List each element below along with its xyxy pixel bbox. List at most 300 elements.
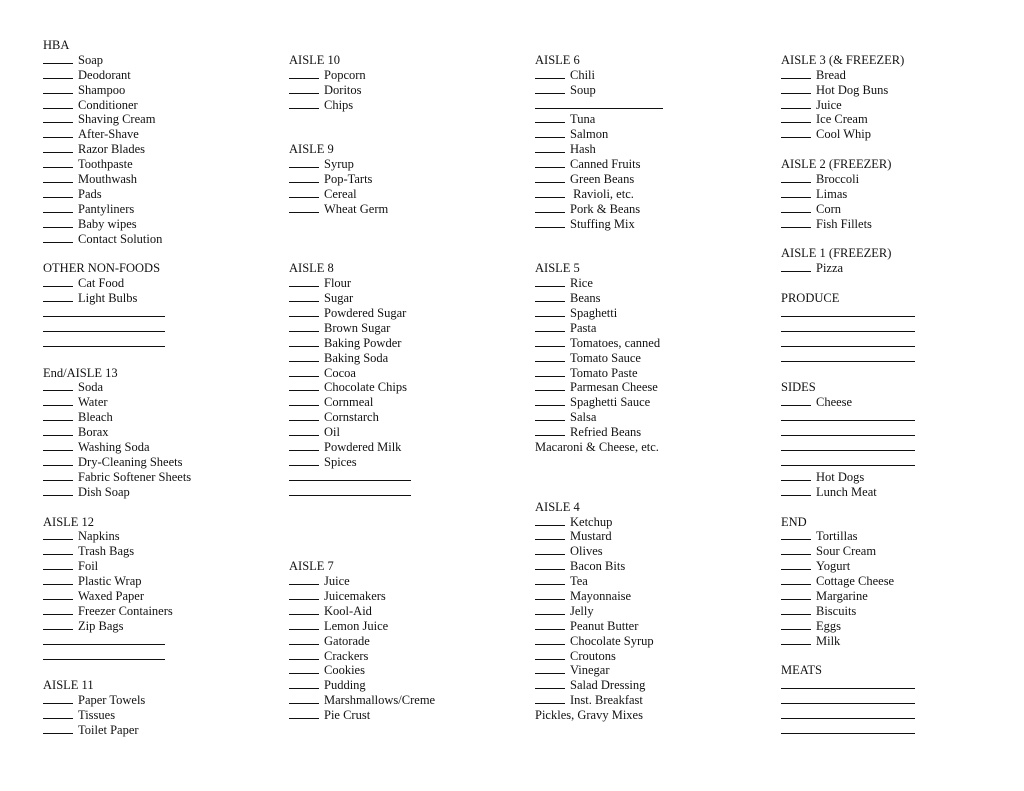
item-label: Beans bbox=[570, 291, 601, 306]
list-item bbox=[43, 470, 283, 485]
item-label: Flour bbox=[324, 276, 352, 291]
list-item bbox=[535, 276, 775, 291]
item-label: Ravioli, etc. bbox=[570, 186, 634, 201]
write-in-line bbox=[43, 634, 283, 649]
item-label: Crackers bbox=[324, 648, 369, 663]
blank-line bbox=[781, 425, 915, 436]
list-item bbox=[43, 574, 283, 589]
item-label: Water bbox=[78, 395, 108, 410]
checkbox-blank bbox=[289, 708, 319, 719]
checkbox-blank bbox=[535, 559, 565, 570]
item-label: Cheese bbox=[816, 395, 853, 410]
item-label: Peanut Butter bbox=[570, 618, 639, 633]
section-heading: End/AISLE 13 bbox=[43, 365, 118, 380]
item-label: Pasta bbox=[570, 320, 597, 335]
item-label: Light Bulbs bbox=[78, 291, 138, 306]
item-label: Tomato Sauce bbox=[570, 350, 641, 365]
list-item bbox=[535, 678, 775, 693]
checkbox-blank bbox=[289, 395, 319, 406]
list-item bbox=[781, 485, 1021, 500]
list-item bbox=[781, 470, 1021, 485]
checkbox-blank bbox=[43, 83, 73, 94]
item-label: Hash bbox=[570, 142, 596, 157]
column-3 bbox=[535, 38, 775, 723]
column-4 bbox=[781, 38, 1021, 738]
item-label: Mayonnaise bbox=[570, 588, 632, 603]
list-item bbox=[289, 440, 529, 455]
item-label: Milk bbox=[816, 633, 841, 648]
list-item bbox=[289, 455, 529, 470]
spacer bbox=[289, 232, 529, 247]
list-item bbox=[43, 232, 283, 247]
section-heading: Macaroni & Cheese, etc. bbox=[535, 440, 659, 455]
list-item bbox=[289, 187, 529, 202]
list-item bbox=[781, 604, 1021, 619]
checkbox-blank bbox=[535, 112, 565, 123]
blank-line bbox=[781, 306, 915, 317]
checkbox-blank bbox=[43, 380, 73, 391]
spacer bbox=[781, 500, 1021, 515]
checkbox-blank bbox=[781, 559, 811, 570]
checkbox-blank bbox=[781, 604, 811, 615]
item-label: Trash Bags bbox=[78, 544, 135, 559]
list-item bbox=[289, 678, 529, 693]
item-label: Kool-Aid bbox=[324, 603, 372, 618]
list-item bbox=[43, 723, 283, 738]
checkbox-blank bbox=[43, 589, 73, 600]
write-in-line bbox=[781, 321, 1021, 336]
blank-line bbox=[781, 336, 915, 347]
item-label: Dry-Cleaning Sheets bbox=[78, 454, 183, 469]
spacer bbox=[289, 500, 529, 515]
item-label: Broccoli bbox=[816, 172, 860, 187]
spacer bbox=[289, 38, 529, 53]
checkbox-blank bbox=[535, 544, 565, 555]
checkbox-blank bbox=[289, 366, 319, 377]
item-label: Biscuits bbox=[816, 603, 857, 618]
item-label: Soup bbox=[570, 82, 596, 97]
item-label: Sour Cream bbox=[816, 544, 877, 559]
checkbox-blank bbox=[535, 336, 565, 347]
item-label: Stuffing Mix bbox=[570, 216, 635, 231]
checkbox-blank bbox=[535, 395, 565, 406]
item-label: Bread bbox=[816, 67, 846, 82]
list-item bbox=[781, 98, 1021, 113]
list-item bbox=[289, 410, 529, 425]
list-item bbox=[43, 202, 283, 217]
item-label: Oil bbox=[324, 425, 340, 440]
item-label: Paper Towels bbox=[78, 693, 146, 708]
list-item bbox=[43, 157, 283, 172]
item-label: Borax bbox=[78, 425, 109, 440]
item-label: Tea bbox=[570, 574, 588, 589]
item-label: Hot Dogs bbox=[816, 469, 865, 484]
checkbox-blank bbox=[43, 425, 73, 436]
checkbox-blank bbox=[535, 663, 565, 674]
item-label: Vinegar bbox=[570, 663, 610, 678]
item-label: Eggs bbox=[816, 618, 841, 633]
checkbox-blank bbox=[781, 202, 811, 213]
item-label: Baking Powder bbox=[324, 335, 402, 350]
checkbox-blank bbox=[535, 291, 565, 302]
checkbox-blank bbox=[43, 217, 73, 228]
blank-line bbox=[781, 693, 915, 704]
item-label: Juice bbox=[816, 97, 842, 112]
column-2 bbox=[289, 38, 529, 723]
list-item bbox=[535, 380, 775, 395]
item-label: Sugar bbox=[324, 291, 354, 306]
list-item bbox=[43, 440, 283, 455]
write-in-line bbox=[43, 336, 283, 351]
checkbox-blank bbox=[535, 187, 565, 198]
item-label: Pudding bbox=[324, 678, 366, 693]
item-label: Fabric Softener Sheets bbox=[78, 469, 192, 484]
item-label: Cereal bbox=[324, 186, 357, 201]
list-item bbox=[535, 321, 775, 336]
list-item bbox=[535, 142, 775, 157]
item-label: Bacon Bits bbox=[570, 559, 626, 574]
list-item bbox=[289, 395, 529, 410]
checkbox-blank bbox=[289, 172, 319, 183]
checkbox-blank bbox=[43, 395, 73, 406]
list-item bbox=[781, 187, 1021, 202]
list-item bbox=[535, 217, 775, 232]
checkbox-blank bbox=[535, 678, 565, 689]
checkbox-blank bbox=[781, 172, 811, 183]
item-label: Chips bbox=[324, 97, 354, 112]
item-label: Cornmeal bbox=[324, 395, 374, 410]
checkbox-blank bbox=[781, 485, 811, 496]
checkbox-blank bbox=[535, 574, 565, 585]
blank-line bbox=[535, 98, 663, 109]
item-label: Tuna bbox=[570, 112, 596, 127]
list-item bbox=[535, 172, 775, 187]
item-label: Spices bbox=[324, 454, 357, 469]
list-item bbox=[535, 395, 775, 410]
spacer bbox=[289, 544, 529, 559]
item-label: Conditioner bbox=[78, 97, 138, 112]
write-in-line bbox=[43, 649, 283, 664]
list-item bbox=[289, 83, 529, 98]
item-label: Refried Beans bbox=[570, 425, 642, 440]
item-label: Spaghetti bbox=[570, 306, 618, 321]
list-item bbox=[43, 529, 283, 544]
checkbox-blank bbox=[289, 574, 319, 585]
list-item bbox=[43, 68, 283, 83]
list-item bbox=[43, 53, 283, 68]
item-label: Dish Soap bbox=[78, 484, 130, 499]
item-label: Foil bbox=[78, 559, 99, 574]
checkbox-blank bbox=[289, 678, 319, 689]
item-label: Zip Bags bbox=[78, 618, 124, 633]
spacer bbox=[43, 246, 283, 261]
checkbox-blank bbox=[43, 440, 73, 451]
item-label: Shampoo bbox=[78, 82, 126, 97]
checkbox-blank bbox=[43, 127, 73, 138]
item-label: Napkins bbox=[78, 529, 120, 544]
list-item bbox=[43, 172, 283, 187]
checkbox-blank bbox=[289, 68, 319, 79]
section-heading: AISLE 11 bbox=[43, 678, 94, 693]
checkbox-blank bbox=[535, 649, 565, 660]
list-item bbox=[43, 425, 283, 440]
item-label: Bleach bbox=[78, 410, 113, 425]
section-heading: AISLE 2 (FREEZER) bbox=[781, 157, 892, 172]
checkbox-blank bbox=[43, 529, 73, 540]
write-in-line bbox=[781, 723, 1021, 738]
item-label: Inst. Breakfast bbox=[570, 693, 643, 708]
checkbox-blank bbox=[781, 112, 811, 123]
list-item bbox=[781, 529, 1021, 544]
checkbox-blank bbox=[43, 172, 73, 183]
section-heading: PRODUCE bbox=[781, 291, 840, 306]
item-label: Chili bbox=[570, 67, 596, 82]
item-label: Salsa bbox=[570, 410, 597, 425]
list-item bbox=[781, 589, 1021, 604]
checkbox-blank bbox=[781, 83, 811, 94]
list-item bbox=[781, 559, 1021, 574]
checkbox-blank bbox=[535, 410, 565, 421]
blank-line bbox=[781, 678, 915, 689]
checkbox-blank bbox=[535, 380, 565, 391]
item-label: Canned Fruits bbox=[570, 157, 641, 172]
checkbox-blank bbox=[781, 470, 811, 481]
list-item bbox=[43, 410, 283, 425]
list-item bbox=[43, 559, 283, 574]
item-label: Pork & Beans bbox=[570, 201, 641, 216]
item-label: Marshmallows/Creme bbox=[324, 693, 436, 708]
write-in-line bbox=[781, 410, 1021, 425]
checkbox-blank bbox=[535, 127, 565, 138]
item-label: Tomato Paste bbox=[570, 365, 638, 380]
list-item bbox=[43, 380, 283, 395]
write-in-line bbox=[781, 440, 1021, 455]
list-item bbox=[535, 306, 775, 321]
blank-line bbox=[781, 723, 915, 734]
spacer bbox=[289, 217, 529, 232]
list-item bbox=[535, 291, 775, 306]
item-label: Cornstarch bbox=[324, 410, 379, 425]
section-heading: AISLE 12 bbox=[43, 514, 95, 529]
spacer bbox=[535, 246, 775, 261]
item-label: Waxed Paper bbox=[78, 588, 144, 603]
blank-line bbox=[781, 321, 915, 332]
item-label: Salmon bbox=[570, 127, 609, 142]
checkbox-blank bbox=[535, 157, 565, 168]
section-heading: AISLE 9 bbox=[289, 142, 334, 157]
checkbox-blank bbox=[535, 68, 565, 79]
list-item bbox=[43, 291, 283, 306]
item-label: Baby wipes bbox=[78, 216, 137, 231]
list-item bbox=[43, 708, 283, 723]
checkbox-blank bbox=[43, 604, 73, 615]
checkbox-blank bbox=[289, 291, 319, 302]
list-item bbox=[535, 574, 775, 589]
list-item bbox=[289, 708, 529, 723]
list-item bbox=[289, 172, 529, 187]
blank-line bbox=[289, 470, 411, 481]
list-item bbox=[289, 336, 529, 351]
item-label: Chocolate Syrup bbox=[570, 633, 654, 648]
spacer bbox=[781, 38, 1021, 53]
list-item bbox=[535, 366, 775, 381]
checkbox-blank bbox=[43, 98, 73, 109]
item-label: Baking Soda bbox=[324, 350, 389, 365]
section-heading: AISLE 3 (& FREEZER) bbox=[781, 52, 905, 67]
list-item bbox=[781, 127, 1021, 142]
list-item bbox=[535, 589, 775, 604]
spacer bbox=[43, 663, 283, 678]
checkbox-blank bbox=[781, 261, 811, 272]
item-label: Parmesan Cheese bbox=[570, 380, 658, 395]
checkbox-blank bbox=[781, 589, 811, 600]
checkbox-blank bbox=[535, 693, 565, 704]
checkbox-blank bbox=[43, 202, 73, 213]
item-label: Deodorant bbox=[78, 67, 131, 82]
list-item bbox=[43, 83, 283, 98]
checkbox-blank bbox=[43, 619, 73, 630]
section-heading: AISLE 10 bbox=[289, 52, 341, 67]
checkbox-blank bbox=[289, 202, 319, 213]
list-item bbox=[781, 574, 1021, 589]
list-item bbox=[289, 321, 529, 336]
checkbox-blank bbox=[43, 485, 73, 496]
checkbox-blank bbox=[289, 306, 319, 317]
item-label: Cocoa bbox=[324, 365, 356, 380]
checkbox-blank bbox=[289, 380, 319, 391]
item-label: Razor Blades bbox=[78, 142, 145, 157]
checkbox-blank bbox=[289, 425, 319, 436]
list-item bbox=[43, 485, 283, 500]
list-item bbox=[781, 172, 1021, 187]
checkbox-blank bbox=[781, 68, 811, 79]
list-item bbox=[535, 663, 775, 678]
list-item bbox=[535, 112, 775, 127]
list-item bbox=[289, 98, 529, 113]
item-label: Popcorn bbox=[324, 67, 366, 82]
item-label: Green Beans bbox=[570, 172, 635, 187]
section-heading: SIDES bbox=[781, 380, 816, 395]
item-label: Rice bbox=[570, 276, 593, 291]
checkbox-blank bbox=[781, 127, 811, 138]
blank-line bbox=[43, 634, 165, 645]
list-item bbox=[535, 336, 775, 351]
section-heading: AISLE 4 bbox=[535, 499, 580, 514]
write-in-line bbox=[781, 455, 1021, 470]
item-label: Washing Soda bbox=[78, 440, 150, 455]
list-item bbox=[781, 68, 1021, 83]
list-item bbox=[289, 693, 529, 708]
section-heading: END bbox=[781, 514, 807, 529]
blank-line bbox=[289, 485, 411, 496]
checkbox-blank bbox=[535, 529, 565, 540]
section-heading: AISLE 5 bbox=[535, 261, 580, 276]
item-label: Tomatoes, canned bbox=[570, 335, 661, 350]
checkbox-blank bbox=[535, 619, 565, 630]
checkbox-blank bbox=[535, 172, 565, 183]
item-label: Powdered Sugar bbox=[324, 306, 407, 321]
checkbox-blank bbox=[535, 306, 565, 317]
checkbox-blank bbox=[289, 663, 319, 674]
item-label: After-Shave bbox=[78, 127, 139, 142]
list-item bbox=[43, 127, 283, 142]
checkbox-blank bbox=[289, 276, 319, 287]
blank-line bbox=[781, 410, 915, 421]
blank-line bbox=[781, 351, 915, 362]
list-item bbox=[535, 559, 775, 574]
write-in-line bbox=[43, 306, 283, 321]
item-label: Tissues bbox=[78, 708, 116, 723]
checkbox-blank bbox=[535, 425, 565, 436]
checkbox-blank bbox=[43, 187, 73, 198]
list-item bbox=[535, 604, 775, 619]
spacer bbox=[781, 366, 1021, 381]
list-item bbox=[43, 142, 283, 157]
checkbox-blank bbox=[43, 470, 73, 481]
item-label: Shaving Cream bbox=[78, 112, 156, 127]
list-item bbox=[289, 291, 529, 306]
list-item bbox=[289, 351, 529, 366]
item-label: Juicemakers bbox=[324, 588, 386, 603]
list-item bbox=[535, 425, 775, 440]
list-item bbox=[535, 202, 775, 217]
list-item bbox=[535, 410, 775, 425]
column-1 bbox=[43, 38, 283, 738]
list-item bbox=[781, 395, 1021, 410]
checkbox-blank bbox=[289, 336, 319, 347]
checkbox-blank bbox=[781, 634, 811, 645]
spacer bbox=[289, 515, 529, 530]
section-heading: AISLE 1 (FREEZER) bbox=[781, 246, 892, 261]
item-label: Pantyliners bbox=[78, 201, 135, 216]
checkbox-blank bbox=[535, 515, 565, 526]
section-heading: AISLE 8 bbox=[289, 261, 334, 276]
spacer bbox=[781, 142, 1021, 157]
checkbox-blank bbox=[43, 232, 73, 243]
spacer bbox=[535, 485, 775, 500]
checkbox-blank bbox=[289, 321, 319, 332]
item-label: Powdered Milk bbox=[324, 440, 402, 455]
list-item bbox=[535, 351, 775, 366]
item-label: Soda bbox=[78, 380, 103, 395]
list-item bbox=[289, 663, 529, 678]
list-item bbox=[43, 693, 283, 708]
list-item bbox=[781, 634, 1021, 649]
list-item bbox=[781, 202, 1021, 217]
item-label: Spaghetti Sauce bbox=[570, 395, 651, 410]
checkbox-blank bbox=[535, 321, 565, 332]
list-item bbox=[781, 217, 1021, 232]
write-in-line bbox=[781, 351, 1021, 366]
item-label: Soap bbox=[78, 52, 103, 67]
checkbox-blank bbox=[289, 604, 319, 615]
list-item bbox=[289, 619, 529, 634]
item-label: Limas bbox=[816, 186, 848, 201]
list-item bbox=[289, 306, 529, 321]
list-item bbox=[43, 544, 283, 559]
list-item bbox=[43, 589, 283, 604]
write-in-line bbox=[43, 321, 283, 336]
spacer bbox=[289, 529, 529, 544]
checkbox-blank bbox=[535, 634, 565, 645]
checkbox-blank bbox=[781, 574, 811, 585]
checkbox-blank bbox=[43, 68, 73, 79]
item-label: Gatorade bbox=[324, 633, 370, 648]
checkbox-blank bbox=[43, 544, 73, 555]
list-item bbox=[43, 619, 283, 634]
spacer bbox=[781, 649, 1021, 664]
checkbox-blank bbox=[289, 619, 319, 630]
